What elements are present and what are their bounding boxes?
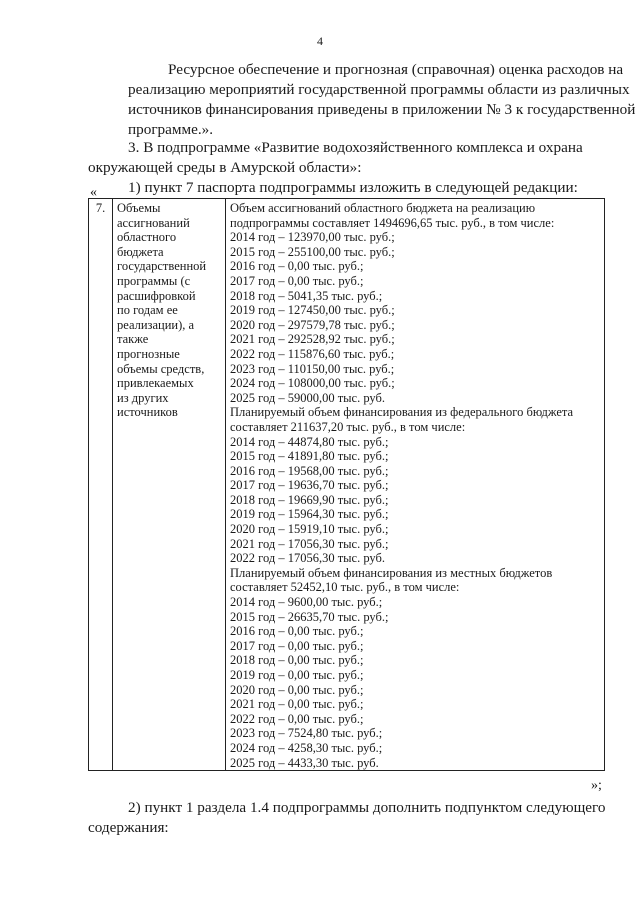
cell-text-line: 2025 год – 4433,30 тыс. руб. <box>230 755 379 770</box>
text-line: источников финансирования приведены в приложении № 3 к государственной <box>128 101 636 118</box>
cell-text-line: 2024 год – 108000,00 тыс. руб.; <box>230 376 395 391</box>
cell-text-line: программы (с <box>117 273 191 288</box>
cell-text-line: также <box>117 332 149 347</box>
cell-text-line: прогнозные <box>117 346 180 361</box>
text-line: 3. В подпрограмме «Развитие водохозяйственного комплекса и охрана <box>128 139 583 156</box>
cell-text-line: 2022 год – 0,00 тыс. руб.; <box>230 711 364 726</box>
cell-text-line: 2016 год – 0,00 тыс. руб.; <box>230 259 364 274</box>
cell-text-line: 2023 год – 7524,80 тыс. руб.; <box>230 726 383 741</box>
text-line: содержания: <box>88 819 169 836</box>
intro-paragraph <box>88 60 636 140</box>
text-line: программе.». <box>128 121 214 138</box>
open-quote: « <box>90 185 97 200</box>
cell-text-line: из других <box>117 390 169 405</box>
cell-text-line: привлекаемых <box>117 376 194 391</box>
row-number-cell: 7. <box>89 199 113 771</box>
cell-text-line: 2021 год – 17056,30 тыс. руб.; <box>230 536 389 551</box>
cell-text-line: 2025 год – 59000,00 тыс. руб. <box>230 390 386 405</box>
cell-text-line: 2019 год – 127450,00 тыс. руб.; <box>230 303 395 318</box>
cell-text-line: Планируемый объем финансирования из местных бюджетов <box>230 565 553 580</box>
cell-text-line: 2015 год – 255100,00 тыс. руб.; <box>230 244 395 259</box>
cell-text-line: 2019 год – 15964,30 тыс. руб.; <box>230 507 389 522</box>
cell-text-line: 2018 год – 5041,35 тыс. руб.; <box>230 288 383 303</box>
cell-text-line: 2015 год – 41891,80 тыс. руб.; <box>230 449 389 464</box>
page-number: 4 <box>317 34 323 48</box>
cell-text-line: составляет 52452,10 тыс. руб., в том числе: <box>230 580 460 595</box>
passport-table <box>88 198 605 771</box>
cell-text-line: государственной <box>117 259 207 274</box>
cell-text-line: 2018 год – 0,00 тыс. руб.; <box>230 653 364 668</box>
cell-text-line: 2014 год – 123970,00 тыс. руб.; <box>230 230 395 245</box>
cell-text-line: 2017 год – 0,00 тыс. руб.; <box>230 638 364 653</box>
cell-text-line: 2017 год – 0,00 тыс. руб.; <box>230 273 364 288</box>
cell-text-line: 2020 год – 297579,78 тыс. руб.; <box>230 317 395 332</box>
item3-paragraph <box>88 138 612 198</box>
cell-text-line: 2019 год – 0,00 тыс. руб.; <box>230 668 364 682</box>
cell-text-line: 2016 год – 19568,00 тыс. руб.; <box>230 463 389 478</box>
cell-text-line: объемы средств, <box>117 361 205 376</box>
cell-text-line: расшифровкой <box>117 288 196 303</box>
text-line: реализацию мероприятий государственной программы области из различных <box>128 81 630 98</box>
item3-point1: 1) пункт 7 паспорта подпрограммы изложить в следующей редакции: <box>128 179 578 196</box>
intro-paragraph-text <box>88 60 636 140</box>
cell-text-line: 2016 год – 0,00 тыс. руб.; <box>230 624 364 639</box>
close-quote: »; <box>591 778 602 793</box>
cell-text-line: 2020 год – 15919,10 тыс. руб.; <box>230 522 389 537</box>
cell-text-line: бюджета <box>117 244 164 259</box>
cell-text-line: 2014 год – 44874,80 тыс. руб.; <box>230 434 389 449</box>
cell-text-line: 2022 год – 17056,30 тыс. руб. <box>230 551 386 566</box>
cell-text-line: Планируемый объем финансирования из федерального бюджета <box>230 405 574 420</box>
cell-text-line: по годам ее <box>117 303 178 318</box>
cell-text-line: ассигнований <box>117 215 190 230</box>
cell-text-line: 2018 год – 19669,90 тыс. руб.; <box>230 492 389 507</box>
cell-text-line: 2021 год – 0,00 тыс. руб.; <box>230 697 364 712</box>
cell-text-line: 2020 год – 0,00 тыс. руб.; <box>230 682 364 697</box>
cell-text-line: 2021 год – 292528,92 тыс. руб.; <box>230 332 395 347</box>
text-line: окружающей среды в Амурской области»: <box>88 159 362 176</box>
item3-point2 <box>88 798 612 838</box>
cell-text-line: 2023 год – 110150,00 тыс. руб.; <box>230 361 395 376</box>
cell-text-line: реализации), а <box>117 317 195 332</box>
cell-text-line: Объемы <box>117 201 161 215</box>
text-line: Ресурсное обеспечение и прогнозная (справочная) оценка расходов на <box>168 61 624 78</box>
table-row <box>89 199 605 771</box>
cell-text-line: 2017 год – 19636,70 тыс. руб.; <box>230 478 389 493</box>
row-name-cell <box>113 199 226 771</box>
cell-text-line: 2022 год – 115876,60 тыс. руб.; <box>230 346 395 361</box>
cell-text-line: 2014 год – 9600,00 тыс. руб.; <box>230 595 383 610</box>
cell-text-line: подпрограммы составляет 1494696,65 тыс. руб., в том числе: <box>230 215 555 230</box>
cell-text-line: Объем ассигнований областного бюджета на реализацию <box>230 201 536 215</box>
cell-text-line: областного <box>117 230 177 245</box>
cell-text-line: источников <box>117 405 178 420</box>
cell-text-line: составляет 211637,20 тыс. руб., в том числе: <box>230 419 466 434</box>
row-content-cell <box>226 199 605 771</box>
cell-text-line: 2024 год – 4258,30 тыс. руб.; <box>230 740 383 755</box>
text-line: 2) пункт 1 раздела 1.4 подпрограммы дополнить подпунктом следующего <box>128 799 606 816</box>
cell-text-line: 2015 год – 26635,70 тыс. руб.; <box>230 609 389 624</box>
